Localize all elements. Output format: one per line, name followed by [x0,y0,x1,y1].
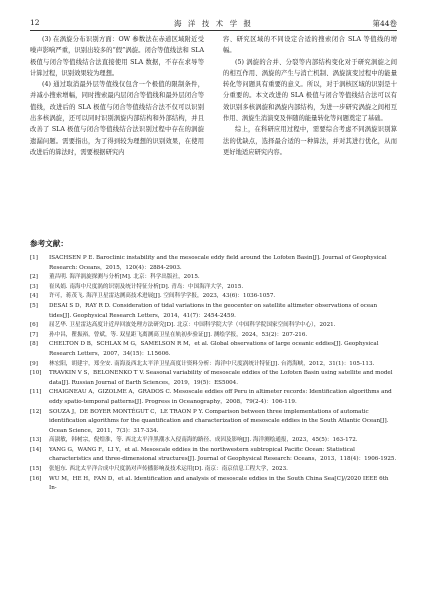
reference-text: 许可，蒋茂飞. 海洋卫星雷达测高技术进展[J]. 空间科学学报，2023，43(6)：1036-1057. [49,293,276,300]
reference-text: 高淑敏，韩树宗，倪煌淮，等. 西北太平洋黑潮水入侵南海的路径、成因及影响[J]. 海洋测绘通报，2023，45(5)：163-172. [49,437,358,444]
reference-number: [16] [30,475,42,482]
reference-item [30,388,397,407]
reference-number: [5] [30,302,38,309]
reference-text: CHELTON D B，SCHLAX M G，SAMELSON R M，et al. Global observations of large oceanic eddies[J]. Geophysical Research Letters，2007，34(15)：L15606. [49,341,379,357]
reference-number: [14] [30,446,42,453]
reference-number: [13] [30,437,42,444]
reference-text: DESAI S D，RAY R D. Consideration of tidal variations in the geocenter on satellite altimeter observations of ocean tides[J]. Geophysical Research Letters，2014，41(7)：2454-2459. [49,302,378,319]
body-columns [30,34,397,234]
reference-text: 张旭东. 西北太平洋合成中尺度涡对声传播影响及技术运用[D]. 南京：南京信息工程大学，2023. [49,466,288,473]
reference-text: TRAVKIN V S，BELONENKO T V. Seasonal variability of mesoscale eddies of the Lofoten Basin using satellite and model data[J]. Russian Journal of Earth Sciences，2019，19(5)：ES5004. [49,370,393,386]
volume-label: 第44卷 [372,19,397,28]
reference-number: [4] [30,293,38,300]
reference-text: YANG G，WANG F，LI Y，et al. Mesoscale eddies in the northwestern subtropical Pacific Ocean: Statistical characteristics and three-dimensional structures[J]. Journal of Geophysical Research: Oceans，2013，118(4)：1906-1925. [49,446,397,463]
reference-text: ISACHSEN P E. Baroclinic instability and the mesoscale eddy field around the Lofoten Basin[J]. Journal of Geophysical Research: Oceans，2015，120(4)：2884-2903. [49,255,387,271]
reference-item [30,408,397,437]
conclusion-paragraph-4-cont: 容、研究区域的不同设定合适的搜索闭合 SLA 等值线的增幅。 [223,36,397,55]
reference-text: 林宏阳，胡建宇，郑全安. 南海及西北太平洋卫星高度计资料分析：海洋中尺度涡统计特征[J]. 台湾海峡，2012，31(1)：105-113. [49,360,375,367]
reference-text: 崔凤娟. 南海中尺度涡的识别及统计特征分析[D]. 青岛：中国海洋大学，2015. [49,283,244,290]
reference-item [30,465,397,475]
reference-item [30,292,397,302]
reference-number: [15] [30,466,42,473]
journal-name: 海 洋 技 术 学 报 [174,19,253,28]
conclusion-paragraph-3: (3) 在涡旋分布识别方面：OW 参数法在赤道区域附近受噪声影响严重，识别出较多的“假”涡旋。闭合等值线法和 SLA 极值与闭合等值线结合法直接使用 SLA 数据，不存在求导等计算过程，识别效果较为理想。 [30,36,204,77]
conclusion-paragraph-5: (5) 涡旋的合并、分裂等内部结构变化对于研究涡旋之间的相互作用、涡旋的产生与消亡机制、涡旋演变过程中的能量转化等问题具有重要的意义。所以，对于涡核区域的识别是十分重要的。本文改进的 SLA 极值与闭合等值线结合法可以有效识别多核涡旋和涡旋内部结构，为进一步研究涡旋之间相互作用、涡旋生消演变及伴随的能量转化等问题奠定了基础。 [223,58,397,123]
reference-item [30,360,397,370]
reference-item [30,446,397,465]
reference-item [30,369,397,388]
references-heading: 参考文献： [30,239,68,248]
reference-text: 屈艺华. 卫星雷达高度计近岸回波处理方法研究[D]. 北京：中国科学院大学（中国科学院国家空间科学中心），2021. [49,322,336,329]
reference-number: [8] [30,341,38,348]
reference-number: [10] [30,370,42,377]
reference-text: WU M，HE H，FAN D，et al. Identification and analysis of mesoscale eddies in the South China Sea[C]//2020 IEEE 6th In- [49,475,389,492]
right-column [223,34,397,158]
conclusion-paragraph-4: (4) 通过取消最外层等值线仅包含一个极值的限制条件，并减小搜索增幅，同时搜索最内层闭合等值线和最外层闭合等值线，改进后的 SLA 极值与闭合等值线结合法不仅可以识别出多核涡旋，还可以同时识别涡旋内部结构和外部结构，并且改善了 SLA 极值与闭合等值线结合法识别过程中存在的涡旋遗漏问题。需要指出，为了得到较为理想的识别效果，在使用改进后的算法时，需要根据研究内 [30,81,204,156]
reference-item [30,436,397,446]
reference-number: [12] [30,408,42,415]
reference-item [30,331,397,341]
reference-item [30,254,397,273]
reference-number: [1] [30,255,38,261]
reference-item [30,302,397,321]
reference-number: [3] [30,283,38,290]
running-header [30,16,397,31]
reference-item [30,340,397,359]
reference-item [30,321,397,331]
reference-item [30,475,397,494]
reference-number: [7] [30,331,38,338]
reference-number: [2] [30,274,38,281]
reference-number: [11] [30,389,42,396]
reference-item [30,273,397,283]
reference-item [30,283,397,293]
page-number: 12 [30,18,40,27]
reference-text: CHAIGNEAU A，GIZOLME A，GRADOS C. Mesoscale eddies off Peru in altimeter records: Identification algorithms and eddy spatio-temporal patterns[J]. Progress in Oceanography，2008，79(2-4)：106-119. [49,389,392,405]
reference-number: [6] [30,322,38,329]
reference-text: SOUZA J，DE BOYER MONTÉGUT C，LE TRAON P Y. Comparison between three implementations of automatic identification algorithms for the quantification and characterization of mesoscale eddies in the South Atlantic Ocean[J]. Ocean Science，2011，7(3)：317-334. [49,408,389,434]
reference-number: [9] [30,360,38,367]
left-column [30,34,204,158]
reference-list [30,254,397,494]
reference-text: 董昌明. 海洋涡旋探测与分析[M]. 北京：科学出版社，2015. [49,274,200,281]
summary-paragraph: 综上，在科研应用过程中，需要综合考虑不同涡旋识别算法的优缺点，选择最合适的一种算法，并对其进行优化，从而更好地适应研究内容。 [223,126,397,156]
reference-text: 孙中昌，瞿振裕，曾斌，等. 双星距飞离测高卫星在轨初步验证[J]. 测绘学报，2024，53(2)：207-216. [49,331,308,338]
